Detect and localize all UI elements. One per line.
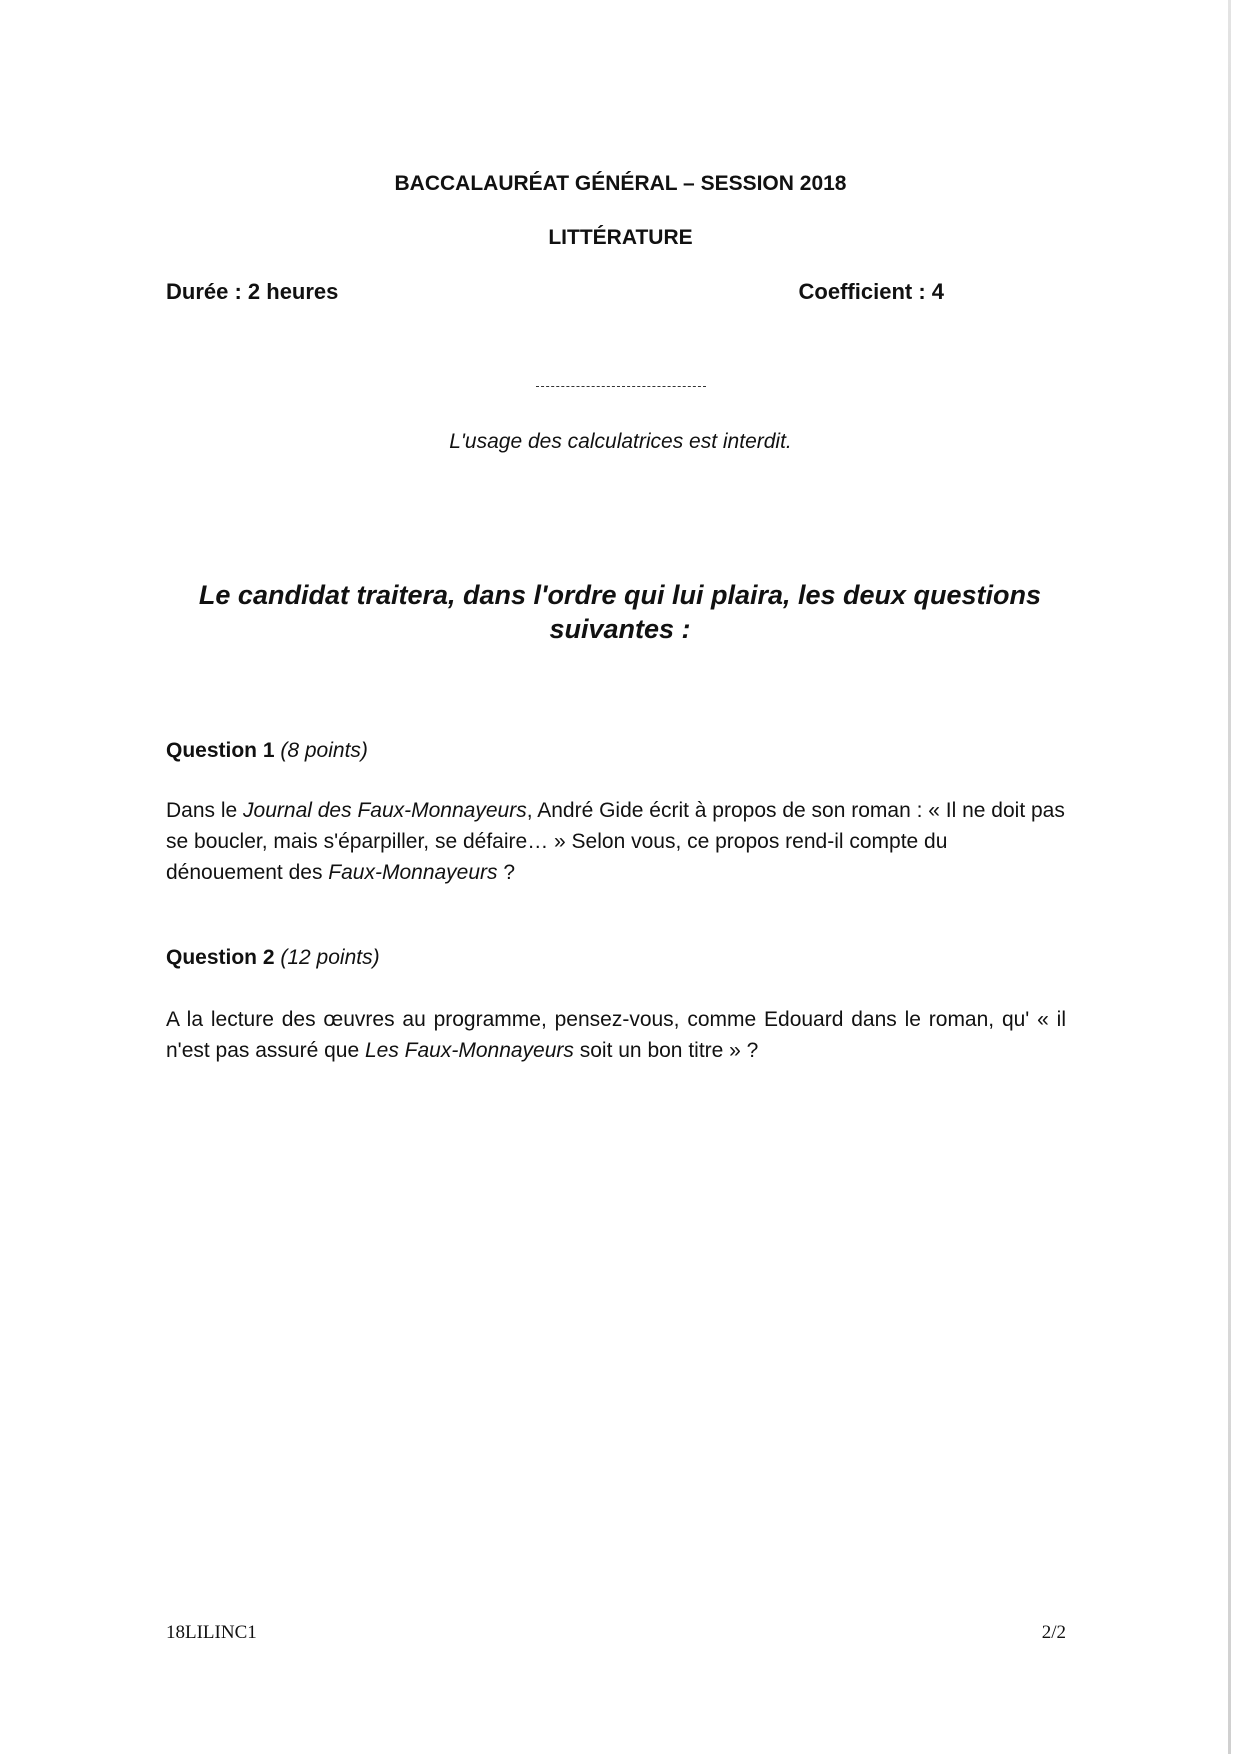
- scan-edge-shadow: [1228, 0, 1231, 1754]
- question-1-novel-title: Faux-Monnayeurs: [328, 861, 498, 884]
- calculator-notice: L'usage des calculatrices est interdit.: [449, 430, 792, 453]
- question-2-heading: [166, 946, 380, 970]
- exam-title: BACCALAURÉAT GÉNÉRAL – SESSION 2018: [394, 172, 847, 195]
- question-1-points: (8 points): [280, 739, 368, 762]
- duration-label: Durée : 2 heures: [166, 279, 339, 304]
- question-2-points: (12 points): [280, 946, 380, 969]
- question-1-text-part-1: Dans le: [166, 799, 244, 822]
- question-2-text-part-1: A la lecture des œuvres au programme, pensez-vous, comme Edouard dans le roman, qu' « il n'est pas assuré que: [166, 1008, 1066, 1062]
- coefficient-label: Coefficient : 4: [798, 279, 944, 304]
- question-1-text: [166, 795, 1066, 888]
- question-1-work-title: Journal des Faux-Monnayeurs: [243, 799, 527, 822]
- question-2-text: [166, 1004, 1066, 1066]
- question-1-text-part-2: , André Gide écrit à propos de son roman : « Il ne doit pas se boucler, mais s'éparpiller, se défaire… » Selon vous, ce propos rend-il compte du dénouement des: [166, 799, 1065, 884]
- question-2-text-part-2: soit un bon titre » ?: [573, 1039, 759, 1062]
- question-1-label: Question 1: [166, 739, 275, 762]
- instruction-line-1: Le candidat traitera, dans l'ordre qui lui plaira, les deux questions: [198, 580, 1042, 610]
- question-2-novel-title: Les Faux-Monnayeurs: [364, 1039, 574, 1062]
- question-1-heading: [166, 739, 368, 763]
- question-2-label: Question 2: [166, 946, 275, 969]
- question-1-text-part-3: ?: [497, 861, 516, 884]
- separator-rule: [536, 386, 706, 387]
- footer-page-number: 2/2: [1041, 1622, 1066, 1643]
- instruction-line-2: suivantes :: [549, 614, 691, 644]
- instruction-heading: [160, 578, 1080, 646]
- footer-exam-code: 18LILINC1: [166, 1622, 257, 1643]
- subject-title: LITTÉRATURE: [548, 226, 693, 249]
